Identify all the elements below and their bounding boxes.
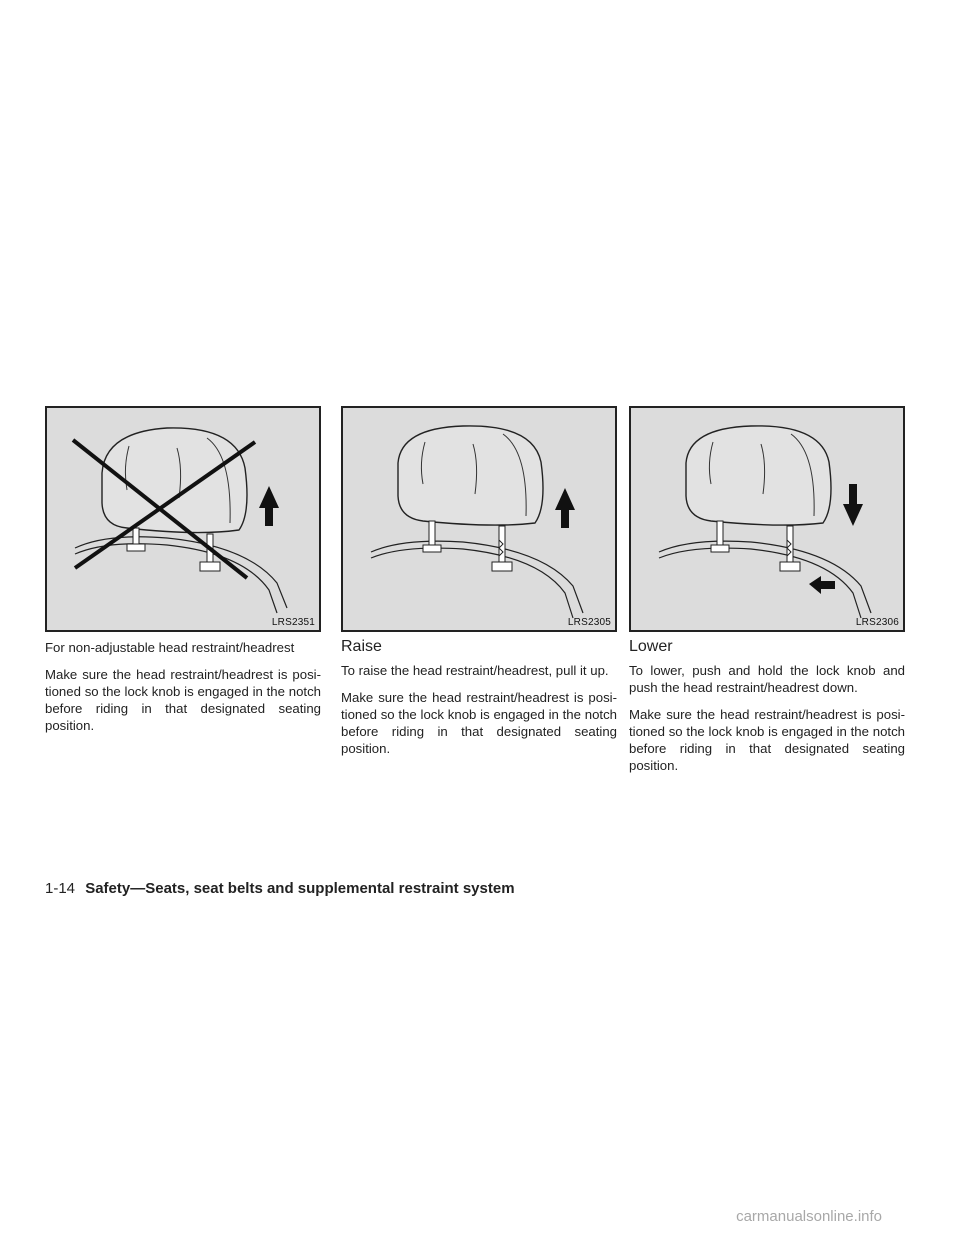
- headrest-raise-illustration: [343, 408, 615, 630]
- figure-caption: For non-adjustable head restraint/headrest: [45, 640, 295, 655]
- body-paragraph: To raise the head restraint/headrest, pull it up.: [341, 663, 609, 678]
- headrest-lower-illustration: [631, 408, 903, 630]
- column-lower: [629, 406, 905, 774]
- figure-code: LRS2351: [271, 617, 315, 628]
- figure-raise-headrest: [341, 406, 617, 632]
- body-paragraph: Make sure the head restraint/headrest is posi- tioned so the lock knob is engaged in the notch before riding in that designated seating position.: [629, 707, 905, 773]
- figure-non-adjustable-headrest: [45, 406, 321, 632]
- body-paragraph: To lower, push and hold the lock knob and push the head restraint/headrest down.: [629, 663, 905, 695]
- page-footer: [45, 880, 515, 897]
- figure-code: LRS2306: [855, 617, 899, 628]
- figure-code: LRS2305: [567, 617, 611, 628]
- body-paragraph: Make sure the head restraint/headrest is posi- tioned so the lock knob is engaged in the notch before riding in that designated seating position.: [45, 667, 321, 733]
- page-number: 1-14: [45, 880, 76, 897]
- watermark: carmanualsonline.info: [736, 1208, 882, 1225]
- section-heading-lower: Lower: [629, 638, 673, 655]
- section-title: Safety—Seats, seat belts and supplemental restraint system: [85, 880, 515, 897]
- column-non-adjustable: [45, 406, 321, 734]
- body-paragraph: Make sure the head restraint/headrest is posi- tioned so the lock knob is engaged in the notch before riding in that designated seating position.: [341, 690, 617, 756]
- figure-lower-headrest: [629, 406, 905, 632]
- headrest-crossed-illustration: [47, 408, 319, 630]
- section-heading-raise: Raise: [341, 638, 382, 655]
- column-raise: [341, 406, 617, 757]
